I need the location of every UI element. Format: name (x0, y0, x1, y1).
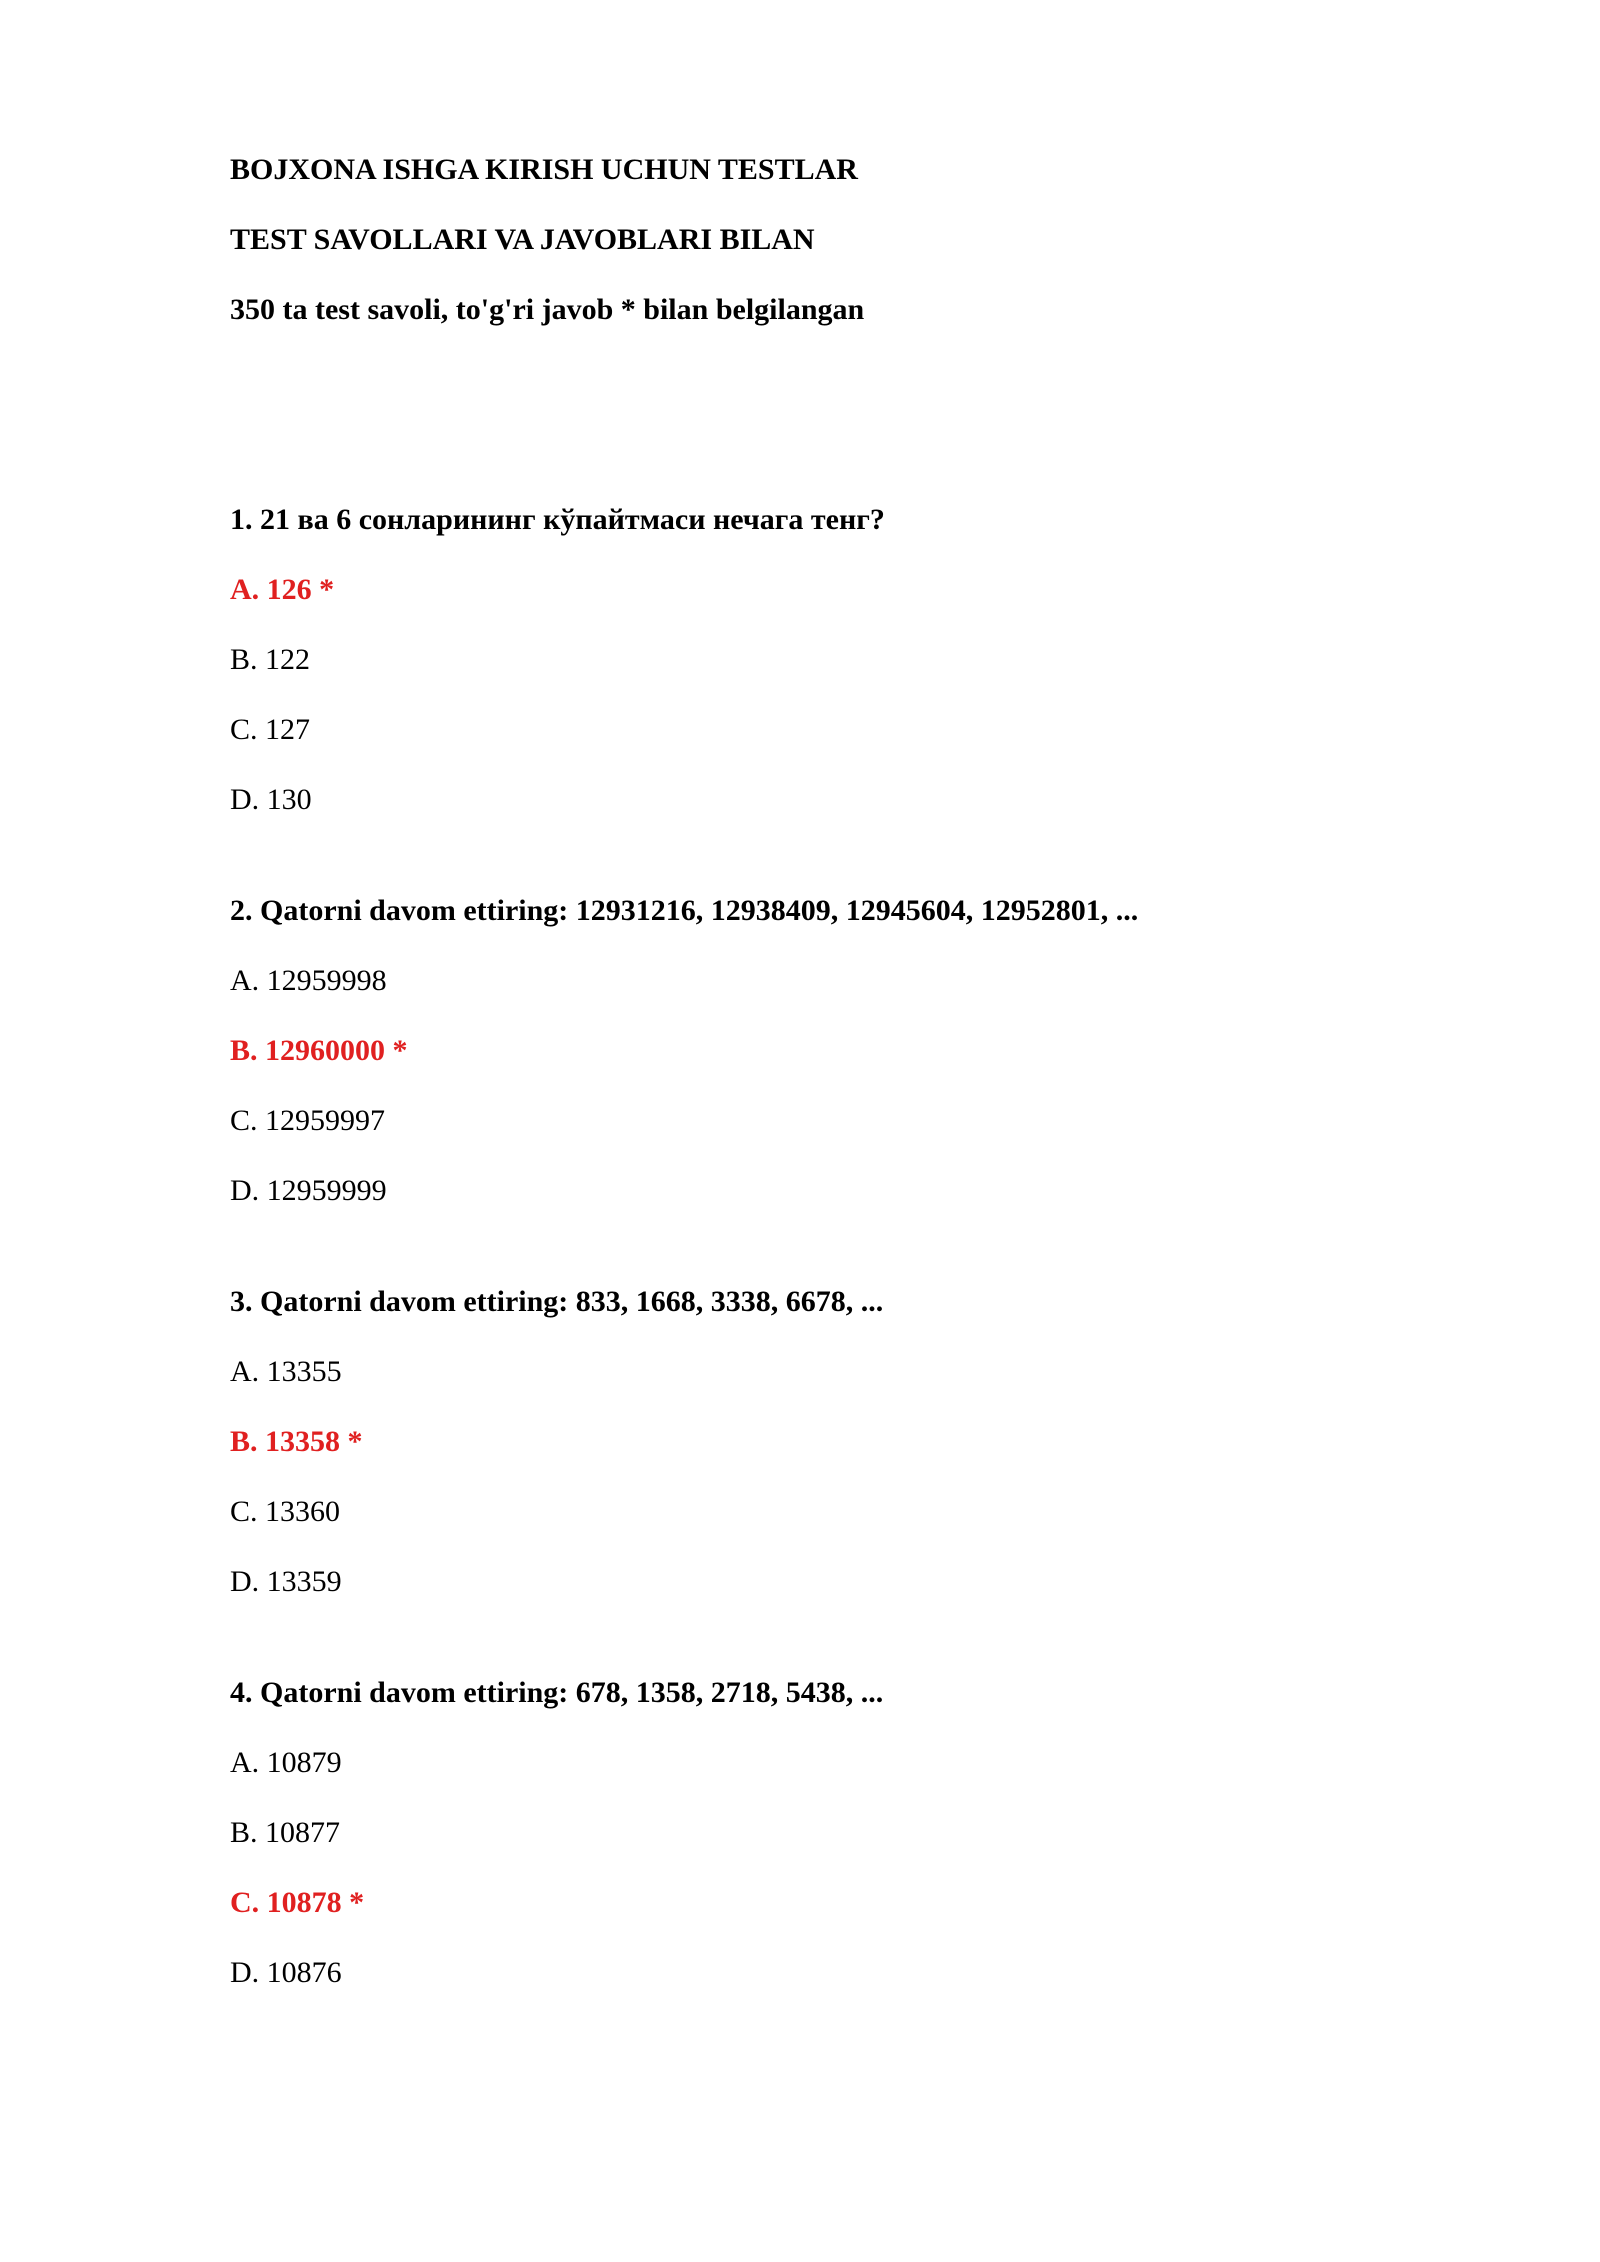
option-b: B. 10877 (230, 1816, 341, 1849)
question-4 (230, 1673, 1480, 1993)
question-text: 1. 21 ва 6 сонларининг кўпайтмаси нечага тенг? (230, 503, 885, 536)
document-subtitle: TEST SAVOLLARI VA JAVOBLARI BILAN (230, 223, 815, 256)
question-text: 2. Qatorni davom ettiring: 12931216, 12938409, 12945604, 12952801, ... (230, 894, 1139, 927)
question-3 (230, 1282, 1480, 1602)
option-a: A. 12959998 (230, 964, 387, 997)
option-b: B. 12960000 * (230, 1034, 408, 1067)
question-text: 4. Qatorni davom ettiring: 678, 1358, 2718, 5438, ... (230, 1676, 884, 1709)
option-b: B. 13358 * (230, 1425, 363, 1458)
option-d: D. 10876 (230, 1956, 342, 1989)
document-note: 350 ta test savoli, to'g'ri javob * bilan belgilangan (230, 293, 865, 326)
option-c: C. 12959997 (230, 1104, 386, 1137)
option-c: C. 127 (230, 713, 311, 746)
document-page (230, 150, 1480, 2064)
option-d: D. 130 (230, 783, 312, 816)
option-a: A. 10879 (230, 1746, 342, 1779)
option-d: D. 12959999 (230, 1174, 387, 1207)
question-list (230, 500, 1480, 1993)
question-1 (230, 500, 1480, 820)
option-d: D. 13359 (230, 1565, 342, 1598)
document-title: BOJXONA ISHGA KIRISH UCHUN TESTLAR (230, 153, 858, 186)
option-c: C. 13360 (230, 1495, 341, 1528)
option-c: C. 10878 * (230, 1886, 365, 1919)
option-a: A. 126 * (230, 573, 335, 606)
option-b: B. 122 (230, 643, 311, 676)
question-text: 3. Qatorni davom ettiring: 833, 1668, 3338, 6678, ... (230, 1285, 884, 1318)
question-2 (230, 891, 1480, 1211)
option-a: A. 13355 (230, 1355, 342, 1388)
